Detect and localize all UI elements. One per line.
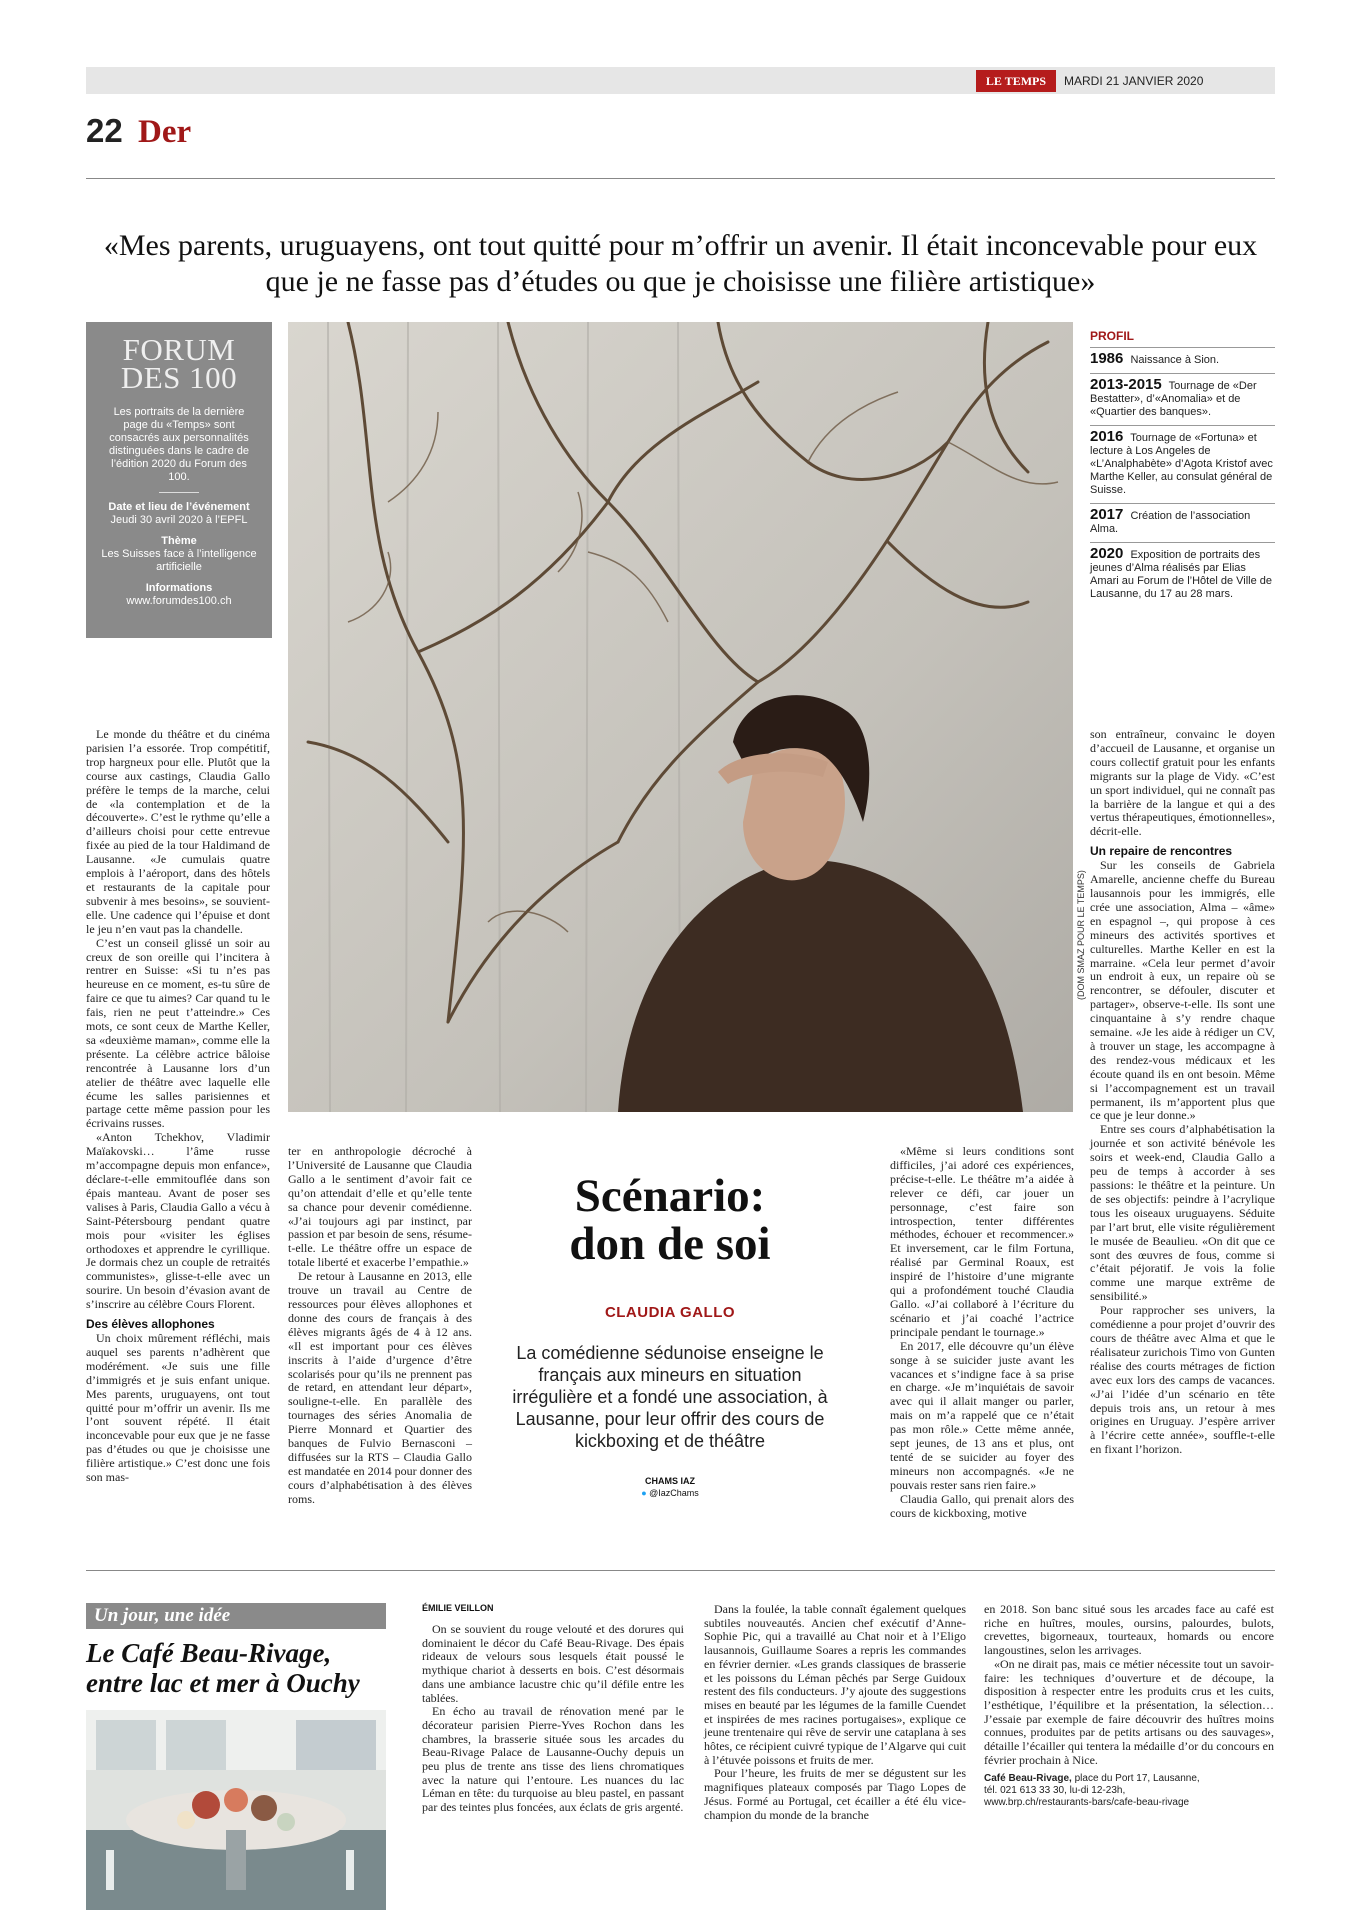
bottom-paragraph: En écho au travail de rénovation mené par le décorateur parisien Pierre-Yves Rochon dans les chambres, la brasserie située sous les arcades du Beau-Rivage Palace de Lausanne-Ouchy depuis un peu plus de trente ans tisse des liens chromatiques avec la nature qui l’entoure. Les nuances du lac Léman en tête: du turquoise au bleu pastel, en passant par des teintes plus foncées, aux éclats de gris argenté. — [422, 1704, 684, 1815]
article-paragraph: Un choix mûrement réfléchi, mais auquel ses parents n’adhèrent que modérément. «Je suis une fille d’immigrés et je suis enfant unique. Mes parents, uruguayens, ont tout quitté pour m’offrir un avenir. Ils me l’ont souvent répété. Il était inconcevable pour eux que je ne fasse pas d’études ou que je choisisse une filière artistique.» C’est donc une fois son mas- — [86, 1330, 270, 1485]
cafe-info — [984, 1773, 1274, 1809]
bottom-paragraph: Dans la foulée, la table connaît également quelques subtiles nouveautés. Ancien chef exécutif d’Anne-Sophie Pic, qui a travaillé au Chat noir et à l’Eligo lausannois, Guillaume Soares a repris les commandes en février dernier. «Les grands classiques de brasserie et les poissons du Léman pêchés par Serge Guidoux restent des fils conducteurs. J’y ajoute des suggestions mises en beauté par les légumes de la famille Cuendet et inspirées de mes racines portugaises», explique ce jeune trentenaire qui rêve de servir une cataplana à ses hôtes, ce récipient cuivré typique de l’Algarve qui cuit à l’étuvée poissons et fruits de mer. — [704, 1602, 966, 1767]
bottom-paragraph: en 2018. Son banc situé sous les arcades face au café est riche en huîtres, moules, oursins, palourdes, bulots, crevettes, bigorneaux, tourteaux, homards ou encore langoustines, selon les arrivages. — [984, 1602, 1274, 1658]
pull-quote: «Mes parents, uruguayens, ont tout quitté pour m’offrir un avenir. Il était inconcevable pour eux que je ne fasse pas d’études ou que je choisisse une filière artistique» — [103, 229, 1258, 298]
article-paragraph: Le monde du théâtre et du cinéma parisien l’a essorée. Trop compétitif, trop hargneux pour elle. Plutôt que la course aux castings, Claudia Gallo préfère le temps de la marche, celui de «la contemplation et de la découverte». C’est le rythme qu’elle a d’ailleurs choisi pour cette entrevue fixée au pied de la tour Haldimand de Lausanne. «Je cumulais quatre emplois à l’aéroport, dans des hôtels et restaurants de la capitale pour subvenir à mes besoins», se souvient-elle. Une cadence qui l’épuise et dont le jeu n’en vaut pas la chandelle. — [86, 727, 270, 936]
page-number: 22 — [86, 112, 123, 149]
article-column-1 — [86, 728, 270, 1485]
article-standfirst: La comédienne sédunoise enseigne le français aux mineurs en situation irrégulière et a fondé une association, à Lausanne, pour leur offrir des cours de kickboxing et de théâtre — [512, 1343, 828, 1451]
article-paragraph: Entre ses cours d’alphabétisation la journée et son activité bénévole les soirs et week-end, Claudia Gallo a peu de temps à accorder à ses passions: le théâtre et la peinture. Un de ses objectifs: peindre à l’acrylique tous les oiseaux uruguayens. Séduite par l’art brut, elle visite régulièrement le musée de Beaulieu. «On dit que ce sont des œuvres de fous, comme si c’était péjoratif. Je vois la folie comme une marque extrême de sensibilité.» — [1090, 1122, 1275, 1304]
profile-year: 1986 — [1090, 350, 1124, 367]
article-paragraph: Pour rapprocher ses univers, la comédienne a pour projet d’ouvrir des cours de théâtre avec Alma et que le réalisateur zurichois Timo von Gunten réalise des courts métrages de fiction avec eux lors des camps de vacances. «J’ai l’idée d’un scénario en tête depuis trois ans, un retour à mes origines en Uruguay. J’espère arriver à l’écrire cette année», souffle-t-elle en fixant l’horizon. — [1090, 1303, 1275, 1457]
profile-text: Tournage de «Der Bestatter», d’«Anomalia» et de «Quartier des banques». — [1090, 380, 1257, 418]
header-divider — [86, 178, 1275, 179]
article-subheading: Un repaire de rencontres — [1090, 844, 1233, 859]
profile-entry — [1090, 425, 1275, 503]
profile-text: Exposition de portraits des jeunes d’Alma réalisés par Elias Amari au Forum de l’Hôtel de Ville de Lausanne, du 17 au 28 mars. — [1090, 549, 1272, 600]
twitter-icon: ● — [641, 1488, 647, 1498]
article-headline — [520, 1172, 820, 1268]
article-paragraph: son entraîneur, convainc le doyen d’accueil de Lausanne, et organise un cours collectif gratuit pour les enfants migrants sur la plage de Vidy. «C’est un sport individuel, qui ne connaît pas la barrière de la langue et qui a des vertus thérapeutiques, émotionnelles», décrit-elle. — [1090, 727, 1275, 839]
profile-year: 2013-2015 — [1090, 376, 1162, 393]
forum-date-heading: Date et lieu de l’événement — [108, 501, 250, 513]
forum-theme-heading: Thème — [161, 535, 197, 547]
article-paragraph: C’est un conseil glissé un soir au creux de son oreille qui l’incitera à rentrer en Suisse: «Si tu n’es pas heureuse en ce moment, es-tu sûre de faire ce que tu aimes? Car quand tu le fais, rien ne peut t’atteindre.» Ces mots, ce sont ceux de Marthe Keller, sa «deuxième maman», comme elle la présente. La célèbre actrice bâloise rencontrée à Lausanne lors d’un atelier de théâtre avec laquelle elle écume les salles parisiennes et partage cette même passion pour les écrivains russes. — [86, 935, 270, 1131]
column-kicker: Un jour, une idée — [86, 1603, 386, 1629]
brand-logo: LE TEMPS — [976, 70, 1056, 92]
cafe-photo — [86, 1710, 386, 1910]
profile-entry — [1090, 373, 1275, 425]
bottom-paragraph: Pour l’heure, les fruits de mer se dégustent sur les magnifiques plateaux composés par Tiago Lopes de Jésus. Formé au Portugal, cet écailler a été élu vice-champion du monde de la branche — [704, 1766, 966, 1822]
bottom-title — [86, 1638, 391, 1698]
forum-title-line2: DES 100 — [120, 360, 238, 395]
forum-theme-value: Les Suisses face à l’intelligence artificielle — [101, 548, 257, 573]
headline-line2: don de soi — [569, 1218, 771, 1270]
article-paragraph: ter en anthropologie décroché à l’Université de Lausanne que Claudia Gallo a le sentiment d’avoir fait ce qu’on attendait d’elle et qu’elle tente sa chance pour devenir comédienne. «J’ai toujours agi par instinct, par passion et par besoin de sens, résume-t-elle. Le théâtre offre un espace de totale liberté et exacerbe l’empathie.» — [288, 1144, 472, 1270]
portrait-photo — [288, 322, 1073, 1112]
bottom-column-3 — [984, 1603, 1274, 1809]
forum-title — [86, 322, 272, 395]
profile-year: 2017 — [1090, 506, 1124, 523]
forum-title-line1: FORUM — [122, 332, 236, 367]
article-paragraph: «Même si leurs conditions sont difficiles, j’ai adoré ces expériences, précise-t-elle. Le théâtre m’a aidée à relever ce défi, car jouer un personnage, c’est faire son introspection, tenter différentes méthodes, échouer et recommencer.» Et inversement, car le film Fortuna, réalisé par Germinal Roaux, est inspiré de l’histoire d’une migrante qui a profondément touché Claudia Gallo. «J’ai collaboré à l’écriture du scénario et j’ai coaché l’actrice principale pendant le tournage.» — [890, 1144, 1074, 1339]
article-column-2 — [288, 1145, 472, 1507]
article-paragraph: En 2017, elle découvre qu’un élève songe à se suicider juste avant les vacances et s’indigne face à sa prise en charge. «Je m’inquiétais de savoir avec qui il allait manger ou parler, mais on m’a rappelé que ce n’était pas mon rôle.» Cette même année, sept jeunes, de 13 ans et plus, ont tenté de se suicider au foyer des mineurs non accompagnés. «Je ne pouvais rester sans rien faire.» — [890, 1338, 1074, 1492]
profile-entry — [1090, 503, 1275, 542]
article-paragraph: De retour à Lausanne en 2013, elle trouve un travail au Centre de ressources pour élèves allophones et donne des cours de français à des élèves migrants âgés de 4 à 12 ans. «Il est important pour ces élèves inscrits à l’aide d’urgence d’être scolarisés pour qu’ils ne prennent pas de retard, en attendant leur départ», souligne-t-elle. En parallèle des tournages des séries Anomalia de Pierre Monnard et Quartier des banques de Fulvio Bernasconi – diffusées sur la RTS – Claudia Gallo est mandatée en 2014 pour donner des cours d’alphabétisation à des élèves roms. — [288, 1269, 472, 1506]
bottom-paragraph: «On ne dirait pas, mais ce métier nécessite tout un savoir-faire: les techniques d’ouverture et de découpe, la disposition à respecter entre les produits crus et les cuits, l’esthétique, l’équilibre et la présentation, la sélection… J’essaie par exemple de faire découvrir des huîtres moins connues, produites par de petits artisans ou des sauvages», détaille l’écailler qui tentera la médaille d’or du concours en février prochain à Nice. — [984, 1656, 1274, 1767]
profile-entry — [1090, 542, 1275, 607]
author-name: CHAMS IAZ — [645, 1476, 695, 1486]
article-column-4 — [1090, 728, 1275, 1457]
bottom-title-line1: Le Café Beau-Rivage, — [86, 1638, 332, 1668]
section-name: Der — [138, 114, 192, 150]
issue-date: MARDI 21 JANVIER 2020 — [1064, 74, 1204, 88]
article-column-3 — [890, 1145, 1074, 1520]
profile-box — [1090, 330, 1275, 607]
article-paragraph: Claudia Gallo, qui prenait alors des cours de kickboxing, motive — [890, 1491, 1074, 1520]
section-divider — [86, 1570, 1275, 1571]
bottom-author: ÉMILIE VEILLON — [422, 1603, 494, 1613]
profile-heading: PROFIL — [1090, 329, 1134, 343]
bottom-title-line2: entre lac et mer à Ouchy — [86, 1668, 360, 1698]
profile-text: Tournage de «Fortuna» et lecture à Los Angeles de «L’Analphabète» d’Agota Kristof avec Marthe Keller, au consulat général de Suisse. — [1090, 432, 1273, 496]
forum-info-heading: Informations — [145, 582, 213, 594]
profile-text: Création de l’association Alma. — [1090, 510, 1251, 535]
cafe-info-link[interactable]: www.brp.ch/restaurants-bars/cafe-beau-rivage — [984, 1797, 1190, 1809]
article-paragraph: «Anton Tchekhov, Vladimir Maïakovski… l’âme russe m’accompagne depuis mon enfance», déclare-t-elle emmitouflée dans son épais manteau. Avant de poser ses valises à Paris, Claudia Gallo a vécu à Saint-Pétersbourg pendant quatre mois pour «visiter les églises orthodoxes et apprendre le cyrillique. Je dormais chez un couple de retraités communistes», glisse-t-elle avec un sourire. Un besoin d’évasion avant de s’inscrire au célèbre Cours Florent. — [86, 1130, 270, 1312]
forum-box — [86, 322, 272, 638]
bottom-column-2 — [704, 1603, 966, 1822]
profile-year: 2020 — [1090, 545, 1124, 562]
cafe-info-address: place du Port 17, Lausanne, — [1074, 1773, 1200, 1785]
forum-separator — [159, 492, 199, 493]
article-subject-name: CLAUDIA GALLO — [604, 1304, 736, 1321]
profile-text: Naissance à Sion. — [1130, 354, 1220, 366]
author-handle-text: @IazChams — [649, 1488, 699, 1498]
bottom-paragraph: On se souvient du rouge velouté et des dorures qui dominaient le décor du Café Beau-Rivage. Des épais rideaux de velours sous lesquels était poussé le mythique chariot à desserts en bois. C’est désormais dans une ambiance lacustre chic qu’il défile entre les tablées. — [422, 1622, 684, 1705]
article-subheading: Des élèves allophones — [86, 1317, 215, 1332]
forum-info-link[interactable]: www.forumdes100.ch — [126, 595, 232, 607]
forum-intro: Les portraits de la dernière page du «Temps» sont consacrés aux personnalités distinguées dans le cadre de l’édition 2020 du Forum des 100. — [108, 406, 250, 483]
author-handle[interactable] — [520, 1488, 820, 1498]
headline-line1: Scénario: — [574, 1170, 766, 1222]
photo-credit: (DOM SMAZ POUR LE TEMPS) — [1076, 870, 1086, 1000]
bottom-column-1 — [422, 1623, 684, 1815]
profile-year: 2016 — [1090, 428, 1124, 445]
cafe-info-phone: tél. 021 613 33 30, lu-di 12-23h, — [984, 1785, 1126, 1797]
cafe-info-name: Café Beau-Rivage, — [984, 1773, 1072, 1785]
article-paragraph: Sur les conseils de Gabriela Amarelle, ancienne cheffe du Bureau lausannois pour les immigrés, elle crée une association, Alma – «âme» en espagnol –, qui propose à ces mineurs des activités sportives et culturelles. Marthe Keller en est la marraine. «Cela leur permet d’avoir un endroit à eux, un repaire où se rencontrer, se défouler, discuter et partager», observe-t-elle. Ils sont une cinquantaine à s’y rendre chaque semaine. «Je les aide à rédiger un CV, à trouver un stage, les accompagne à des rendez-vous médicaux et les écoute quand ils en ont besoin. Même si l’accompagnement est un travail permanent, ils m’apportent plus que ce que je leur donne.» — [1090, 858, 1275, 1123]
forum-date-value: Jeudi 30 avril 2020 à l’EPFL — [110, 514, 248, 526]
profile-entry — [1090, 347, 1275, 373]
portrait-illustration — [288, 322, 1073, 1112]
cafe-illustration — [86, 1710, 386, 1910]
